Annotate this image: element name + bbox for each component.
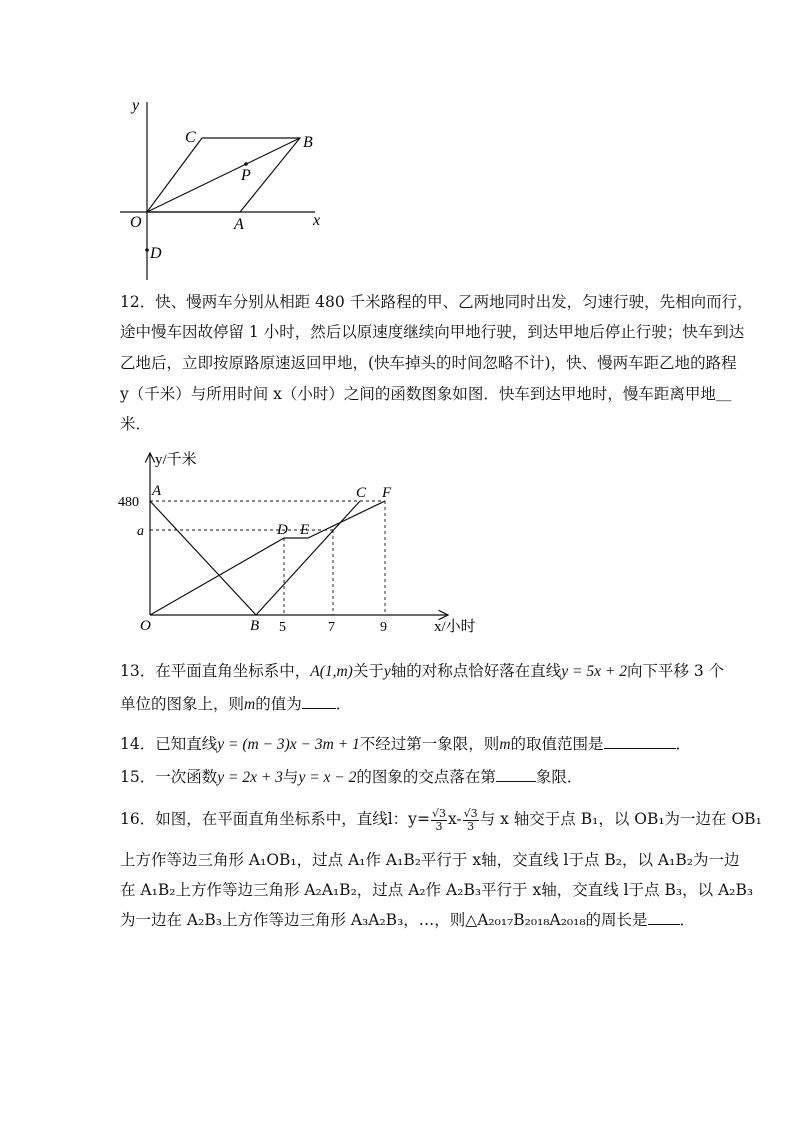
fast-car-line bbox=[150, 501, 360, 615]
label-A: A bbox=[234, 216, 244, 233]
q16-end: ． bbox=[679, 911, 696, 929]
label-O: O bbox=[140, 618, 151, 634]
q13-yaxis: y bbox=[383, 663, 391, 680]
q13-answer-blank[interactable] bbox=[302, 694, 336, 709]
ylabel: y/千米 bbox=[155, 452, 197, 468]
q16-answer-blank[interactable] bbox=[648, 910, 680, 925]
q14-var: m bbox=[499, 736, 511, 753]
tick-a: a bbox=[137, 524, 144, 539]
q13-mid3: 向下平移 3 个 bbox=[626, 662, 725, 680]
q14-mid2: 的取值范围是 bbox=[510, 735, 604, 753]
q16-line-3: 在 A₁B₂上方作等边三角形 A₂A₁B₂，过点 A₂作 A₂B₃平行于 x轴，交直线 l于点 B₃，以 A₂B₃ bbox=[120, 881, 754, 899]
q14-line bbox=[120, 734, 691, 755]
q13-mid1: 关于 bbox=[352, 662, 384, 680]
q15-eq2: y = x − 2 bbox=[298, 769, 357, 786]
diagonal-OB bbox=[147, 138, 300, 212]
q13-line-1 bbox=[120, 661, 724, 682]
xlabel: x/小时 bbox=[434, 619, 476, 635]
q13-point: A(1,m) bbox=[310, 663, 353, 680]
q15-mid2: 的图象的交点落在第 bbox=[356, 768, 496, 786]
label-D: D bbox=[277, 522, 288, 538]
q12-line-4: y（千米）与所用时间 x（小时）之间的函数图象如图．快车到达甲地时，慢车距离甲地＿ bbox=[120, 385, 732, 403]
label-x: x bbox=[313, 212, 321, 229]
q16-l4: 为一边在 A₂B₃上方作等边三角形 A₃A₂B₃，…，则△A₂₀₁₇B₂₀₁₈A₂₀₁₈的周长是 bbox=[120, 911, 648, 929]
q16-l1-suffix: 与 x 轴交于点 B₁，以 OB₁为一边在 OB₁ bbox=[479, 810, 762, 828]
q13-line-2 bbox=[120, 694, 351, 715]
q15-mid: 与 bbox=[282, 768, 299, 786]
q15-answer-blank[interactable] bbox=[496, 767, 536, 782]
label-O: O bbox=[130, 214, 142, 231]
label-B: B bbox=[250, 618, 260, 634]
label-B: B bbox=[303, 134, 313, 151]
label-P: P bbox=[241, 167, 251, 184]
point-D bbox=[145, 248, 149, 252]
label-C: C bbox=[185, 129, 196, 146]
q12-line-1: 12．快、慢两车分别从相距 480 千米路程的甲、乙两地同时出发，匀速行驶，先相向而行， bbox=[120, 293, 753, 311]
tick-9: 9 bbox=[380, 620, 387, 635]
q13-var: m bbox=[244, 696, 256, 713]
slow-car-line bbox=[150, 501, 385, 615]
q14-eq: y = (m − 3)x − 3m + 1 bbox=[217, 736, 360, 753]
q16-frac-2: $\frac{√3}{3}$ bbox=[463, 806, 478, 833]
label-E: E bbox=[300, 522, 310, 538]
figure-parallelogram bbox=[110, 92, 340, 287]
q16-line-2: 上方作等边三角形 A₁OB₁，过点 A₁作 A₁B₂平行于 x轴，交直线 l于点 B₂，以 A₁B₂为一边 bbox=[120, 851, 740, 869]
q12-line-2: 途中慢车因故停留 1 小时，然后以原速度继续向甲地行驶，到达甲地后停止行驶；快车到达 bbox=[120, 323, 745, 341]
label-A: A bbox=[152, 483, 162, 499]
q13-eq: y = 5x + 2 bbox=[561, 663, 627, 680]
q15-prefix: 15．一次函数 bbox=[120, 768, 218, 786]
q16-l1-prefix: 16．如图，在平面直角坐标系中，直线l：y= bbox=[120, 810, 430, 828]
tick-480: 480 bbox=[118, 495, 139, 510]
point-P bbox=[244, 162, 248, 166]
q16-line-4 bbox=[120, 910, 695, 930]
q13-mid2: 轴的对称点恰好落在直线 bbox=[390, 662, 562, 680]
label-F: F bbox=[382, 485, 392, 501]
q16-line-1 bbox=[120, 806, 762, 833]
q15-end: 象限． bbox=[535, 768, 583, 786]
label-D: D bbox=[150, 245, 162, 262]
q14-end: ． bbox=[675, 735, 692, 753]
q13-line2a: 单位的图象上，则 bbox=[120, 695, 245, 713]
q14-answer-blank[interactable] bbox=[604, 734, 676, 749]
q12-line-3: 乙地后，立即按原路原速返回甲地，(快车掉头的时间忽略不计)，快、慢两车距乙地的路程 bbox=[120, 354, 737, 372]
tick-5: 5 bbox=[279, 620, 286, 635]
q13-line2b: 的值为 bbox=[255, 695, 302, 713]
figure-distance-time-graph bbox=[118, 448, 490, 638]
q16-frac-1: $\frac{√3}{3}$ bbox=[431, 806, 446, 833]
label-y: y bbox=[132, 97, 140, 114]
label-C: C bbox=[356, 485, 367, 501]
q13-end: ． bbox=[335, 695, 352, 713]
q12-line-5: 米． bbox=[120, 415, 152, 433]
q15-eq1: y = 2x + 3 bbox=[217, 769, 283, 786]
q13-prefix: 13．在平面直角坐标系中， bbox=[120, 662, 311, 680]
q14-prefix: 14．已知直线 bbox=[120, 735, 218, 753]
tick-7: 7 bbox=[328, 620, 335, 635]
q15-line bbox=[120, 767, 582, 788]
q16-x-minus: x- bbox=[447, 810, 462, 828]
q14-mid: 不经过第一象限，则 bbox=[359, 735, 500, 753]
